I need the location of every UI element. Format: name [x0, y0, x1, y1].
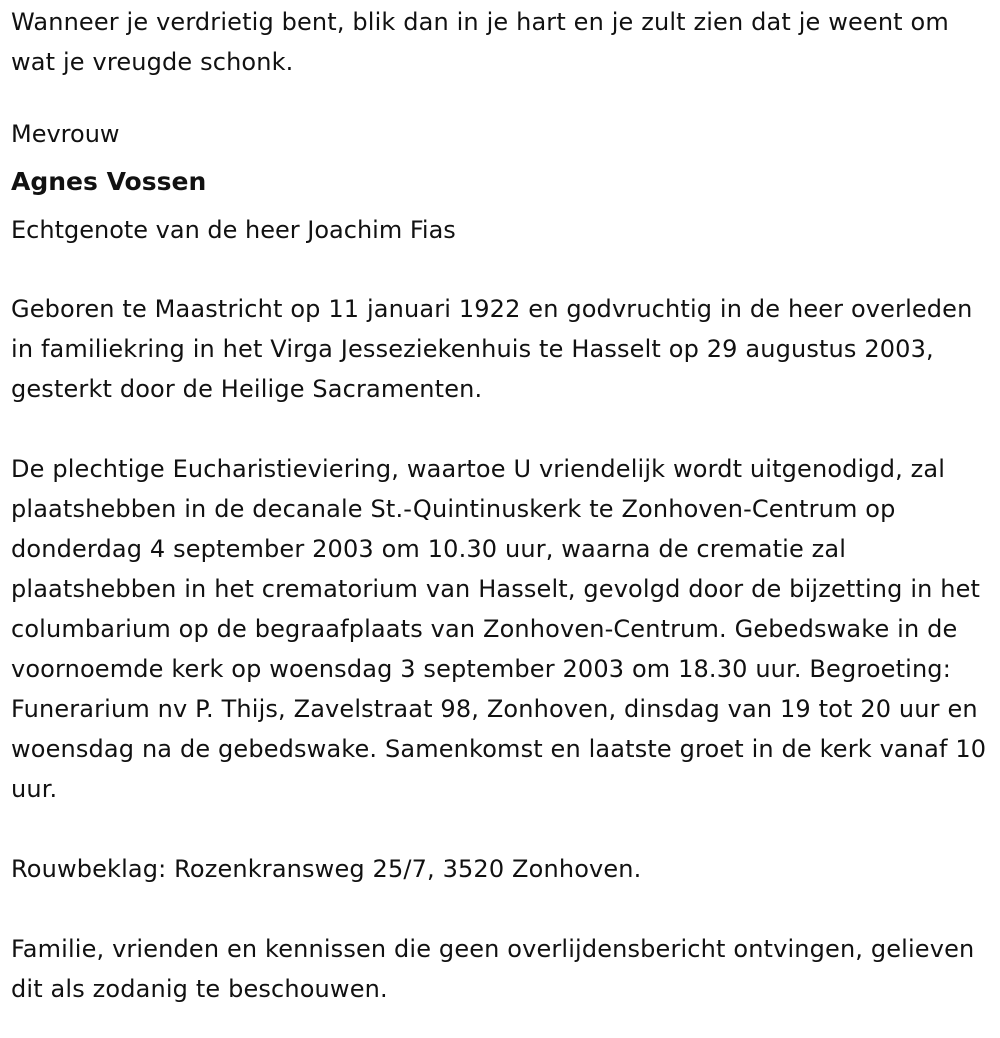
opening-quote: Wanneer je verdrietig bent, blik dan in je hart en je zult zien dat je weent om wat je vreugde schonk.	[11, 8, 949, 76]
obituary-notice	[11, 2, 993, 1009]
closing-paragraph: Familie, vrienden en kennissen die geen overlijdensbericht ontvingen, gelieven dit als zodanig te beschouwen.	[11, 935, 975, 1003]
spouse-line: Echtgenote van de heer Joachim Fias	[11, 216, 456, 244]
salutation: Mevrouw	[11, 120, 120, 148]
ceremony-paragraph: De plechtige Eucharistieviering, waartoe U vriendelijk wordt uitgenodigd, zal plaatshebben in de decanale St.-Quintinuskerk te Zonhoven-Centrum op donderdag 4 september 2003 om 10.30 uur, waarna de crematie zal plaatshebben in het crematorium van Hasselt, gevolgd door de bijzetting in het columbarium op de begraafplaats van Zonhoven-Centrum. Gebedswake in de voornoemde kerk op woensdag 3 september 2003 om 18.30 uur. Begroeting: Funerarium nv P. Thijs, Zavelstraat 98, Zonhoven, dinsdag van 19 tot 20 uur en woensdag na de gebedswake. Samenkomst en laatste groet in de kerk vanaf 10 uur.	[11, 455, 987, 803]
deceased-name: Agnes Vossen	[11, 167, 207, 196]
birth-death-paragraph: Geboren te Maastricht op 11 januari 1922 en godvruchtig in de heer overleden in familiekring in het Virga Jesseziekenhuis te Hasselt op 29 augustus 2003, gesterkt door de Heilige Sacramenten.	[11, 295, 973, 403]
condolence-address: Rouwbeklag: Rozenkransweg 25/7, 3520 Zonhoven.	[11, 855, 642, 883]
